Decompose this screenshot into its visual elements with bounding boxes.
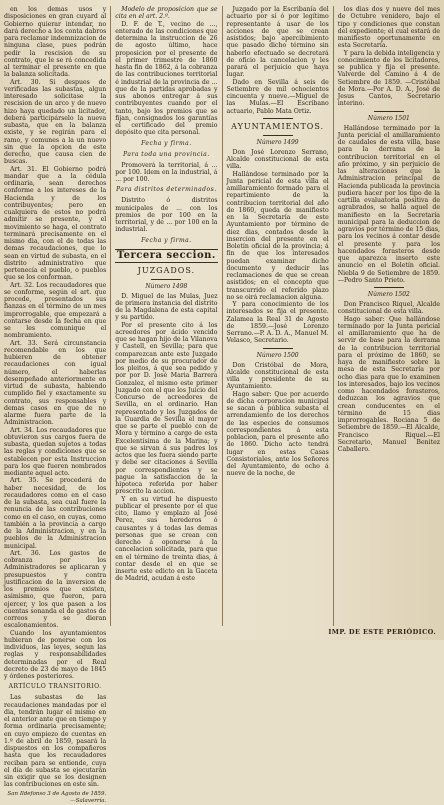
divider (151, 279, 181, 280)
paragraph: Juzgado por la Escribanía del actuario por sí ó por legítimo representante á usar de los acciones de que se crean asistidos; bajo apercibimiento que pasado dicho término sin haberlo efectuado se decretará de oficio la cancelacion y les parará el perjuicio que haya lugar. (227, 6, 329, 79)
notice-number: Número 1502 (338, 291, 440, 299)
signoff: San Ildefonso 3 de Agosto de 1859. —Salaverría. (4, 791, 106, 805)
section-subtitle: JUZGADOS. (115, 266, 217, 276)
columns (4, 6, 440, 626)
paragraph: Y para conocimiento de los interesados se fija el presente. Zalamea la Real 31 de Agosto de 1859.—José Lorenzo Serrano.—P. A. D. A., Manuel M. Velasco, Secretario. (227, 301, 329, 345)
paragraph: los dias dos y nueve del mes de Octubre venidero, bajo el tipo y condiciones que constan del expediente; el cual estará de manifiesto oportunamente en esta Secretaría. (338, 6, 440, 50)
divider (263, 118, 293, 119)
section-title: Tercera seccion. (115, 249, 217, 263)
paragraph: Art. 31. El Gobierno podrá mandar que a la cédula ordinaria, sean derechos conforme a los intereses de la Hacienda y de los contribuyentes; pero en cualquiera de estos no podrá admitir se presente, y el movimiento se haga, el contrato terminará precisamente en el mismo dia, con el de todas las demas recaudaciones, que lo sean en virtud de subasta, en el distrito administrativo que pertenecía el pueblo, o pueblos que se los conforman. (4, 166, 106, 282)
date-signature: Fecha y firma. (115, 140, 217, 148)
paragraph: Por el presente cito á los acreedores por ácido vencido que se hagan hijo de la Vilanova y Castell, en Sevilla; para que comparezcan ante este Juzgado por medio de su procurador de los pleitos, á que sea pedido y por por D. José Maria Barrera Gonzalez, el mismo este primer Juzgado con el que los Juicio del Concurso de acreedores de Sevilla, en el ordinario. Han representado y los Juzgados de la Guardia de Sevilla el mayor que se parte el pueblo con de Mora y término a cargo de esta Excelentísima de la Marina; y que se sirvan á sus padres los actos que les fuera siendo parte y debe ser citaciones á Sevilla por correspondientes y se pague la satisfaccion de la hipoteca referida por haber prescrito la accion. (115, 322, 217, 496)
divider (263, 135, 293, 136)
paragraph: Hallándose terminado por la Junta pericial el amillaramiento de caudales de esta villa, base para la derrama de la contribucion territorial en el año próximo, y sin perjuicio de las alteraciones que la Administracion principal de Hacienda publicada la provincia pudiera hacer por los tipo de la cartilla evaluatoria positiva de agrabrados, se halla aquel de manifiesto en la Secretaría municipal para la deduccion de agravios por término de 15 dias, para los vecinos á contar desde el presente y para los hacendados forasteros desde que aparezca inserto este anuncio en el Boletín oficial. Niebla 9 de Setiembre de 1859.—Pedro Santo Prieto. (338, 125, 440, 285)
paragraph: Art. 30. Si despues de verificadas las subastas, algun interesado solicitase la rescision de un arco y de nuevo hizo haya quedado un licitador, deberá participárselo la nueva subasta, que en la balanza existe, y se regirán para el ramo, y comunes a la un nuevo sin que la opcion de este derecho, que causa cien de buscas. (4, 79, 106, 166)
paragraph: Y en su virtud he dispuesto publicar el presente por el que cito, llamo y emplazo al José Perez, sus herederos ó causantes y á todas las demas personas que se crean con derecho á oponerse á la cancelacion solicitada, para que en el término de treinta dias, á contar desde el en que se inserte este edicto en la Gaceta de Madrid, acudan á este (115, 496, 217, 583)
notice-number: Número 1499 (227, 139, 329, 147)
printer-imprint: IMP. DE ESTE PERIÓDICO. (328, 628, 436, 636)
column-4 (333, 6, 440, 626)
paragraph: Don Cristóbal de Mora, Alcalde constitucional de esta villa y presidente de su Ayuntamiento. (227, 362, 329, 391)
paragraph: D. Miguel de las Mulas, Juez de primera instancia del distrito de la Magdalena de esta capital y su partido. (115, 293, 217, 322)
subheading: Para toda una provincia. (115, 151, 217, 159)
paragraph: Modelo de proposicion que se cita en el art. 2.º. (115, 6, 217, 21)
column-3 (222, 6, 329, 626)
paragraph: Don Francisco Riquel, Alcalde constitucional de esta villa. (338, 301, 440, 316)
notice-number: Número 1501 (338, 115, 440, 123)
section-heading: ARTÍCULO TRANSITORIO. (4, 683, 106, 691)
paragraph: Distrito ó distritos municipales de ... con los premios de por 100 en la territorial, y de ... por 100 en la industrial. (115, 197, 217, 233)
paragraph: Art. 35. Se procederá de haber necesidad, de los recaudadores como en el caso de la subasta, sea cual fuere la renuncia de las contribuciones como en el caso, en cuyas, como también a la provincia a cargo de la Administracion, y en la pueblos de la Administracion municipal. (4, 477, 106, 550)
paragraph: en los demas usos y disposiciones en gran cuyard al Gobierno quierar intendar, no dará derecho a los conta dabros para reclamar indemnizacion de ninguna clase, pues podrán pedir la rescision de su contrato, que le se rá concedida al terminar el presente en que la balanza solicitada. (4, 6, 106, 79)
column-1 (4, 6, 106, 626)
paragraph: Las subastas de las recaudaciones mandadas por el dia, tendrán lugar el mismo en el anterior ante que en tiempo y forma ordinaria precisamente; en cuyo empiezo de cuentas en 1.º de abril de 1859, pasará la dispuestos en los compañeros hasta que los recaudadores reciban para se entiende, cuya el día de subasta se ejecutarán sin exigir que se los designen las contribuciones en este sin. (4, 694, 106, 788)
divider (374, 287, 404, 288)
paragraph: Art. 32. Los recaudadores que se conforme, según el art. que procede, presentados sus fianzas en el término de un mes improrrogable, que empezará a contarse desde la fecha en que se les comunique el nombramiento. (4, 282, 106, 340)
paragraph: Cuando los ayuntamientos hubieran de ponerse con los individuos, las leyes, segun las reglas y responsabilidades determinadas por el Real decreto de 23 de mayo de 1845 y órdenes posteriores. (4, 630, 106, 681)
paragraph: Promoverá la territorial, á ... por 100. Idem en la industrial, á ... por 100. (115, 162, 217, 184)
notice-number: Número 1500 (227, 352, 329, 360)
paragraph: Hago saber: Que hallándose terminado por la Junta pericial el amillaramiento que ha de servir de base para la derrama de la contribucion territorial para el próximo de 1860, se haya de manifiesto sobre la mesa de esta Secretaría por ocho dias para que lo examinen los interesados, bajo los vecinos como hacendados forasteros, deduzcan los agravios que crean conducentes en el término de 15 dias improrrogables. Rociana 5 de Setiembre de 1859.—El Alcalde, Francisco Riquel.—El Secretario, Manuel Benitez Caballero. (338, 316, 440, 454)
paragraph: Art. 33. Será circunstancia recomendable en los que hubieren de obtener recaudaciones con igual número, el haberlas desempeñado anteriormente en virtud de subasta, habiendo cumplido fiel y exactamente su contrato, sus responsables y demas casos en que de no alarme fuera parte de la Administracion. (4, 340, 106, 427)
divider (263, 348, 293, 349)
paragraph: Dado en Sevilla á seis de Setiembre de mil ochocientos cincuenta y nueve.—Miguel de las Mulas.—El Escribano actuario, Pablo Mata Ortiz. (227, 79, 329, 115)
paragraph: Hago saber: Que por acuerdo de dicha corporacion municipal se sacan á pública subasta el arrendamiento de los derechos de las especies de consumos correspondientes á esta poblacion, para el presente año de 1860. Dicho acto tendrá lugar en estas Casas Consistoriales, ante los Señores del Ayuntamiento, de ocho á nueve de la noche, de (227, 391, 329, 478)
subheading: Para distritos determinados. (115, 186, 217, 194)
column-2 (110, 6, 217, 626)
paragraph: Don José Lorenzo Serrano, Alcalde constitucional de esta villa. (227, 149, 329, 171)
paragraph: Y para la debida inteligencia y conocimiento de los licitadores, se publica y fija el presente. Valverde del Camino á 4 de Setiembre de 1859. —Cristóbal de Mora.—Por A. D. A., José de Jesus Cantos, Secretario interino. (338, 50, 440, 108)
paragraph: D. F. de T., vecino de ..., enterado de las condiciones que determina la instruccion de 26 de agosto último, hace proposicion por el presente de el primer trimestre de 1860 hasta fin de 1862, á la cobranza de las contribuciones territorial é industrial de la provincia de ... que de la partidas aprobadas y sus abonos entregar á sus contribuyentes cuando por el tanto, bajo los premios que se fijan, consignados los garantías el certificado del premio depósito que cita personal. (115, 21, 217, 137)
paragraph: Hallándose terminado por la Junta pericial de esta villa el amillaramiento formado para el repartimiento de la contribucion territorial del año de 1860, queda de manifiesto en la Secretaría de este Ayuntamiento por término de diez dias, contados desde la insercion del presente en el Boletín oficial de la provincia; á fin de que los interesados puedan examinar dicho documento y deducir las reclamaciones de que se crean asistidos; en el concepto que transcurrido el referido plazo no se oirá reclamacion alguna. (227, 171, 329, 302)
section-subtitle: AYUNTAMIENTOS. (227, 122, 329, 132)
date-signature: Fecha y firma. (115, 237, 217, 245)
notice-number: Número 1498 (115, 283, 217, 291)
divider (374, 111, 404, 112)
paragraph: Art. 34. Los recaudadores que obtuvieron sus cargos fuera de subasta, quedan sujetos a todas las reglas y condiciones que se establecen por esta Instruccion para los que fueren nombrados mediante aquel acto. (4, 427, 106, 478)
paragraph: Art. 36. Los gastos de cobranza por los Administradores se aplicaran y presupuestos y contra justificacion de la inversion de los premios que existen, asimismo, que fueron, para ejercer, y los que pasen a los cuentas sonanda el de gastos de correos y se dieran escalonamientos. (4, 550, 106, 630)
